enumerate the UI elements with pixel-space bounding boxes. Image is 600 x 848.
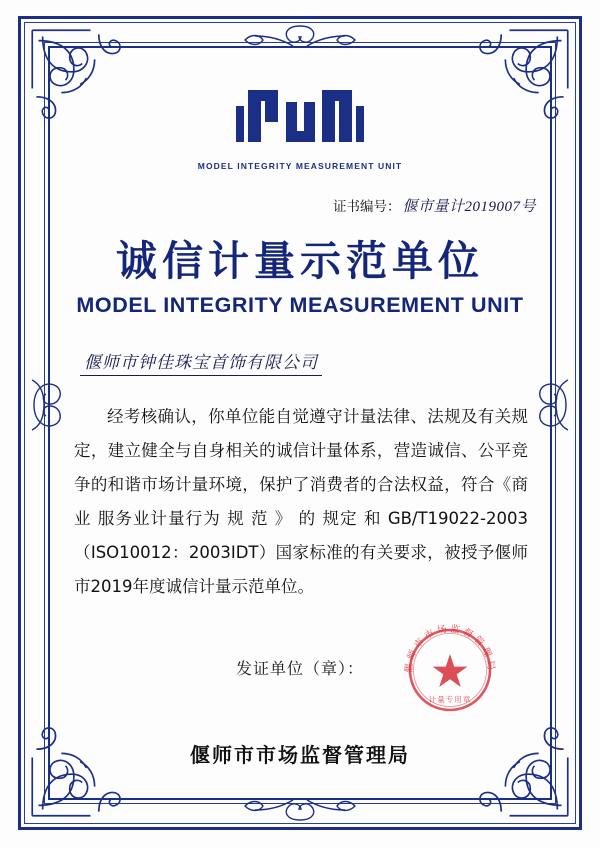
recipient-line bbox=[58, 348, 542, 374]
title-chinese: 诚信计量示范单位 bbox=[116, 237, 484, 285]
bottom-ornament-icon bbox=[225, 788, 375, 824]
red-seal-icon bbox=[398, 618, 502, 722]
issuing-organization: 偃师市市场监督管理局 bbox=[190, 743, 410, 767]
title-english: MODEL INTEGRITY MEASUREMENT UNIT bbox=[76, 293, 524, 317]
certificate-number-label: 证书编号： bbox=[332, 199, 401, 214]
certificate-number-row bbox=[58, 195, 542, 216]
top-ornament-icon bbox=[225, 22, 375, 58]
recipient-name: 偃师市钟佳珠宝首饰有限公司 bbox=[80, 348, 322, 376]
issuer-label: 发证单位（章）： bbox=[235, 661, 364, 678]
certificate-number-value: 偃市量计2019007号 bbox=[402, 199, 536, 215]
issuer-row bbox=[58, 623, 542, 704]
certificate-content bbox=[58, 58, 542, 790]
logo-block bbox=[58, 58, 542, 171]
body-paragraph: 经考核确认，你单位能自觉遵守计量法律、法规及有关规定，建立健全与自身相关的诚信计量体系，营造诚信、公平竞争的和谐市场计量环境，保护了消费者的合法权益，符合《商业 服务业计量行为 规 范 》 的 规定 和 GB/T19022-2003（ISO10012：2003IDT）国家标准的有关要求，被授予偃师市2019年度诚信计量示范单位。 bbox=[74, 407, 528, 596]
logo-caption: MODEL INTEGRITY MEASUREMENT UNIT bbox=[197, 161, 403, 171]
official-seal-stamp bbox=[398, 618, 502, 722]
body-text bbox=[58, 400, 542, 604]
organization-logo-icon bbox=[226, 76, 374, 154]
svg-text:计量专用章: 计量专用章 bbox=[428, 695, 472, 704]
svg-text:偃师市市场监督管理局: 偃师市市场监督管理局 bbox=[403, 623, 497, 674]
